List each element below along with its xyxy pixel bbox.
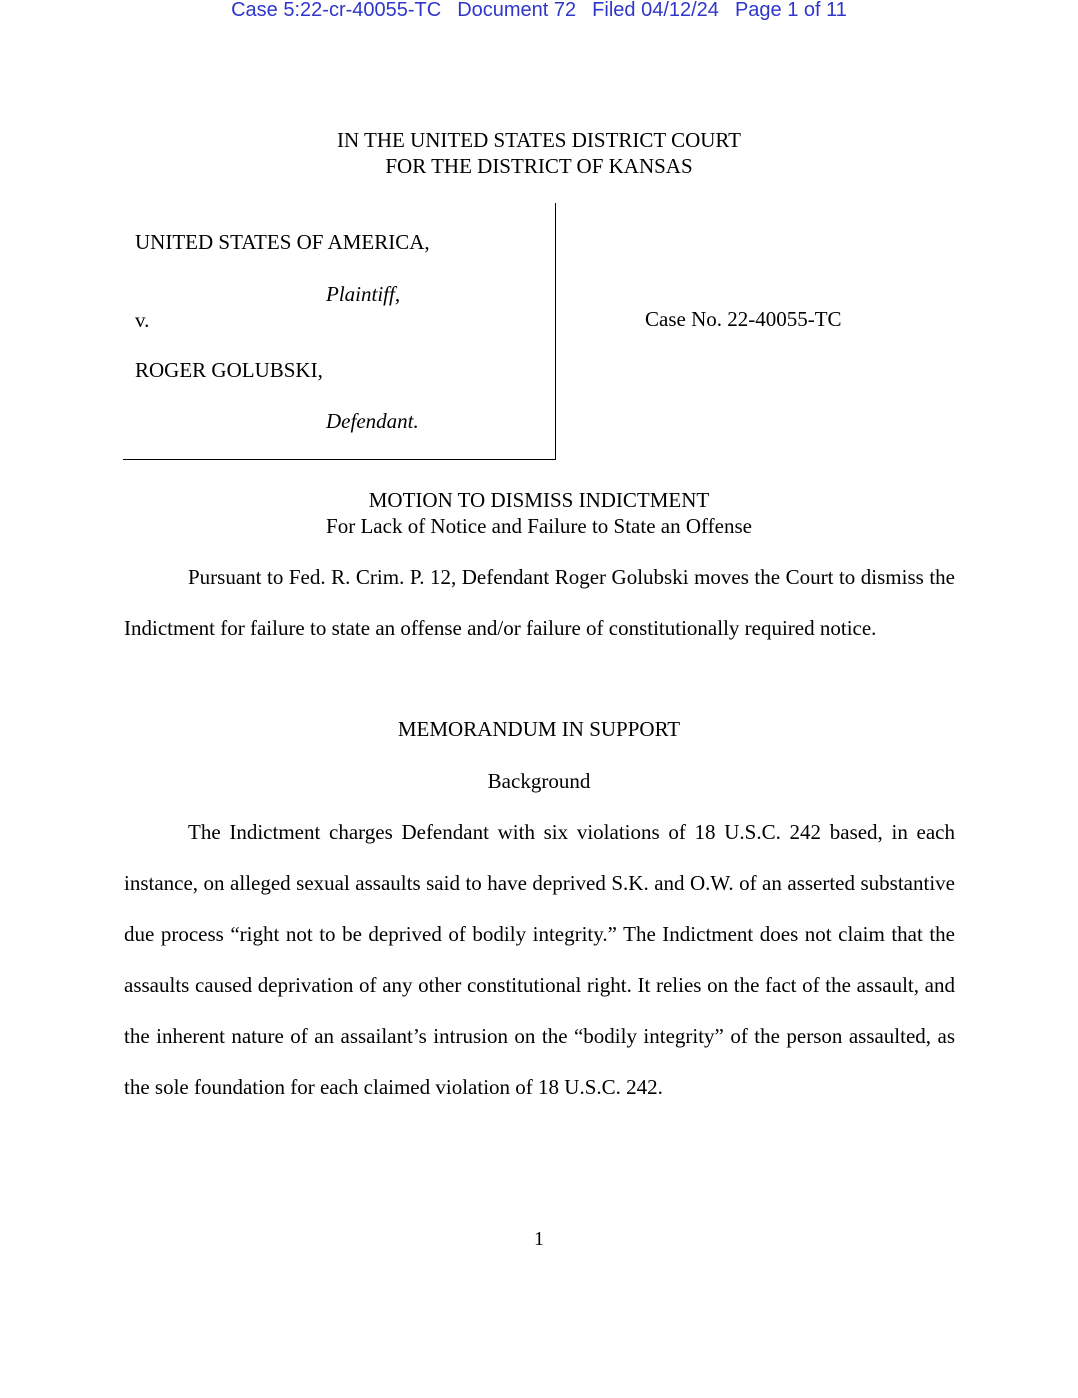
defendant-name: ROGER GOLUBSKI, [135,358,323,382]
versus-label: v. [135,308,150,332]
plaintiff-role: Plaintiff, [326,282,401,306]
ecf-document-number: Document 72 [457,0,577,21]
background-paragraph-text: The Indictment charges Defendant with six violations of 18 U.S.C. 242 based, in each instance, on alleged sexual assaults said to have deprived S.K. and O.W. of an asserted substantive due process “right not to be deprived of bodily integrity.” The Indictment does not claim that the assaults caused deprivation of any other constitutional right. It relies on the fact of the assault, and the inherent nature of an assailant’s intrusion on the “bodily integrity” of the person assaulted, as the sole foundation for each claimed violation of 18 U.S.C. 242. [124,820,955,1099]
ecf-filed-date: Filed 04/12/24 [592,0,719,21]
motion-title: MOTION TO DISMISS INDICTMENT [368,488,710,512]
motion-subtitle: For Lack of Notice and Failure to State an Offense [326,514,752,538]
ecf-case-number: Case 5:22-cr-40055-TC [231,0,442,21]
plaintiff-name: UNITED STATES OF AMERICA, [135,230,430,254]
motion-paragraph [124,552,955,654]
section-heading-background: Background [487,769,591,793]
court-heading [0,127,1078,179]
case-caption [123,203,556,460]
ecf-filing-header [0,0,1078,24]
defendant-role: Defendant. [326,409,419,433]
court-district: FOR THE DISTRICT OF KANSAS [385,154,693,178]
ecf-page-count: Page 1 of 11 [734,0,847,21]
motion-title-block [0,487,1078,539]
court-name: IN THE UNITED STATES DISTRICT COURT [336,128,742,152]
page-number: 1 [534,1228,544,1250]
case-number: Case No. 22-40055-TC [645,307,842,331]
motion-paragraph-text: Pursuant to Fed. R. Crim. P. 12, Defendant Roger Golubski moves the Court to dismiss the Indictment for failure to state an offense and/or failure of constitutionally required notice. [124,565,955,640]
memorandum-heading: MEMORANDUM IN SUPPORT [397,717,681,741]
background-paragraph [124,807,955,1113]
